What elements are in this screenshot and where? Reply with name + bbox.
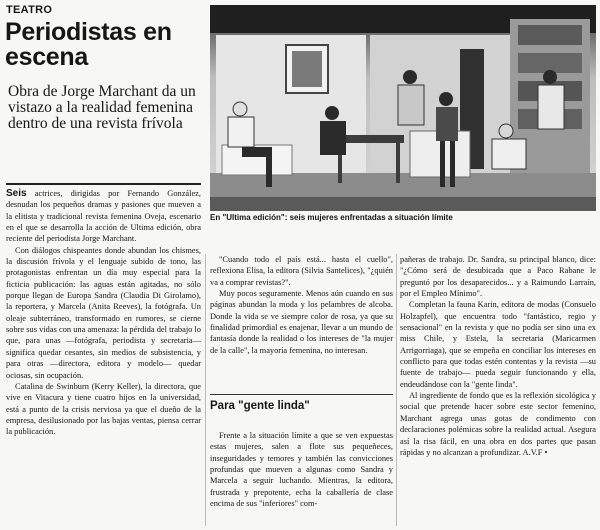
photo-caption: En "Ultima edición": seis mujeres enfrentadas a situación límite xyxy=(210,213,453,222)
stage-photo-image xyxy=(210,5,596,211)
paragraph xyxy=(6,188,201,245)
article-column-2 xyxy=(210,254,393,356)
deck: Obra de Jorge Marchant da un vistazo a la realidad femenina dentro de una revista frívola xyxy=(8,83,196,132)
article-column-2-continued xyxy=(210,430,393,509)
paragraph: Catalina de Swinburn (Kerry Keller), la directora, que vive en Vitacura y tiene cuatro hijos en la universidad, está a punto de la crisis nerviosa ya que el dueño de la empresa, desilusionado por las bajas ventas, piensa cerrar la publicación. xyxy=(6,381,201,437)
paragraph: Completan la fauna Karin, editora de modas (Consuelo Holzapfel), que encuentra todo "fantástico, regio y sensacional" en la revista y que no podía ser sino una ex miss Chile, y Estela, la secretaria (Maricarmen Arrigorriaga), que se empeña en conciliar los intereses en conflicto para que todas estén contentas y la revista —su fuente de trabajo— pueda seguir funcionando y ella, endeudándose con la "gente linda". xyxy=(400,300,596,389)
paragraph-text: actrices, dirigidas por Fernando González, desnudan los pequeños dramas y pasiones que mueven a la elitista y tradicional revista femenina Oveja, escenario en el que se desarrolla la acción de Ultima edición, obra reciente del periodista Jorge Marchant. xyxy=(6,189,201,244)
paragraph: pañeras de trabajo. Dr. Sandra, su principal blanco, dice: "¿Cómo será de desubicada que a Paco Rabane le preguntó por los desaparecidos... y a Raimundo Larraín, por el Empleo Mínimo". xyxy=(400,255,596,299)
article-column-1 xyxy=(6,188,201,438)
section-label: TEATRO xyxy=(6,4,53,16)
paragraph xyxy=(400,390,596,458)
column-divider xyxy=(396,254,397,526)
article-column-3 xyxy=(400,254,596,458)
paragraph: Frente a la situación límite a que se ven expuestas estas mujeres, salen a flote sus pequeñeces, inseguridades y temores y también las convicciones profundas que mueven a algunas como Sandra y Marcela a seguir luchando. Mientras, la editora, frustrada y prepotente, echa la caballería de clase encima de sus "inferiores" com- xyxy=(210,431,393,509)
paragraph: Con diálogos chispeantes donde abundan los chismes, la discusión frívola y el lenguaje subido de tono, las protagonistas enfrentan un día muy especial para la ficticia publicación: las aguas están agitadas, no sólo porque llegan de Europa Sandra (Claudia Di Girolamo), la reportera, y Marcela (Anita Reeves), la fotógrafa. Un oleaje subterráneo, transformado en rumores, se cierne sobre sus vidas con una amenaza: la pérdida del trabajo lo que, para unas —fotógrafa, periodista y secretaria— significa quedar cesantes, sin medios de subsistencia, y para otras —directora, editora y modelo— quedar ociosas, sin ocupación. xyxy=(6,245,201,380)
author-signature: A.V.F • xyxy=(520,447,548,457)
paragraph: Muy pocos seguramente. Menos aún cuando en sus páginas abundan la moda y los pelambres de alcoba. Donde la vida se ve siempre color de rosa, ya que su finalidad primordial es enajenar, llevar a un mundo de fantasía donde la realidad o los intereses de "la mujer de la calle", la mayoría femenina, no interesan. xyxy=(210,289,393,355)
paragraph: "Cuando todo el país está... hasta el cuello", reflexiona Elisa, la editora (Silvia Santelices), "¿quién va a comprar revistas?". xyxy=(210,255,393,287)
headline: Periodistas en escena xyxy=(5,18,172,71)
paragraph-text: Al ingrediente de fondo que es la reflexión sicológica y social que pretende hacer sobre este sector femenino, Marchant agrega unas gotas de condimento con declaraciones polémicas sobre la realidad actual. Asegura así la risa fácil, en una obra en dos partes que pasan rápidas y no alcanzan a profundizar. xyxy=(400,391,596,457)
lead-word: Seis xyxy=(6,188,27,199)
subheading: Para "gente linda" xyxy=(210,400,310,412)
subhead-rule xyxy=(210,394,393,395)
stage-photo xyxy=(210,5,596,211)
deck-rule xyxy=(6,183,201,185)
column-divider xyxy=(205,254,206,526)
